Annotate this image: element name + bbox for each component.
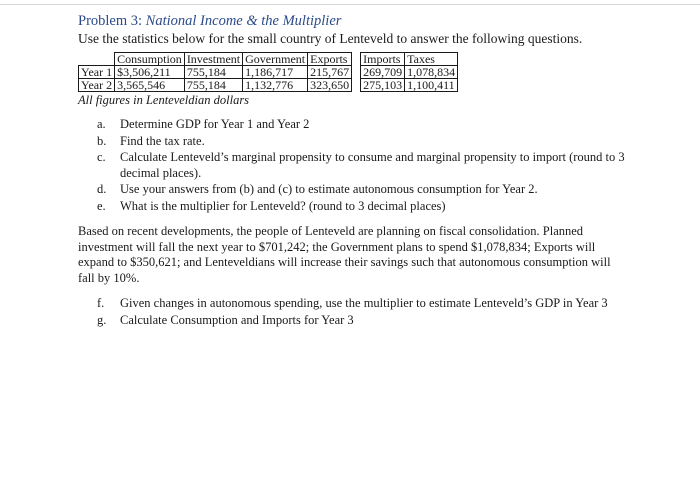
statistics-table: [78, 52, 458, 92]
table-header-row: [79, 53, 458, 66]
item-text: Use your answers from (b) and (c) to estimate autonomous consumption for Year 2.: [120, 182, 538, 196]
cell-taxes: 1,078,834: [405, 66, 458, 79]
item-marker: c.: [97, 150, 106, 164]
cell-imports: 269,709: [361, 66, 405, 79]
question-list-2: [78, 296, 638, 328]
item-text: Calculate Lenteveld’s marginal propensity to consume and marginal propensity to import (round to 3 decimal places).: [120, 150, 625, 180]
cell-investment: 755,184: [184, 79, 242, 92]
row-label: Year 2: [79, 79, 115, 92]
item-text: Calculate Consumption and Imports for Year 3: [120, 312, 354, 327]
cell-government: 1,186,717: [243, 66, 308, 79]
item-text: Find the tax rate.: [120, 133, 205, 148]
header-investment: Investment: [184, 53, 242, 66]
item-text: Determine GDP for Year 1 and Year 2: [120, 117, 310, 131]
header-imports: Imports: [361, 53, 405, 66]
header-consumption: Consumption: [115, 53, 185, 66]
item-text: Given changes in autonomous spending, use the multiplier to estimate Lenteveld’s GDP in Year 3: [120, 296, 608, 310]
problem-document: [78, 13, 638, 329]
table-gap: [352, 66, 361, 79]
cell-exports: 215,767: [308, 66, 352, 79]
item-marker: b.: [97, 133, 107, 148]
cell-government: 1,132,776: [243, 79, 308, 92]
table-gap: [352, 79, 361, 92]
problem-title: [78, 13, 638, 30]
table-row: [79, 66, 458, 79]
cell-consumption: 3,565,546: [115, 79, 185, 92]
list-item: [97, 199, 638, 215]
cell-exports: 323,650: [308, 79, 352, 92]
table-corner: [79, 53, 115, 66]
item-marker: d.: [97, 182, 107, 196]
header-exports: Exports: [308, 53, 352, 66]
item-marker: f.: [97, 296, 105, 310]
top-divider: [0, 4, 700, 5]
item-marker: g.: [97, 312, 107, 327]
item-marker: e.: [97, 198, 106, 213]
cell-consumption: $3,506,211: [115, 66, 185, 79]
list-item: [97, 296, 638, 312]
cell-taxes: 1,100,411: [405, 79, 458, 92]
question-list-1: [78, 117, 638, 214]
list-item: [97, 134, 638, 150]
problem-intro: Use the statistics below for the small country of Lenteveld to answer the following questions.: [78, 31, 583, 46]
title-topic: National Income & the Multiplier: [145, 13, 342, 29]
table-row: [79, 79, 458, 92]
header-government: Government: [243, 53, 308, 66]
item-text: What is the multiplier for Lenteveld? (round to 3 decimal places): [120, 198, 446, 213]
title-prefix: Problem 3:: [78, 13, 146, 29]
cell-investment: 755,184: [184, 66, 242, 79]
scenario-paragraph: Based on recent developments, the people of Lenteveld are planning on fiscal consolidation. Planned investment will fall the next year to $701,242; the Government plans to spend $1,078,834; Exports will expand to $350,621; and Lenteveldians will increase their savings such that autonomous consumption will fall by 10%.: [78, 224, 611, 285]
table-gap: [352, 53, 361, 66]
list-item: [97, 117, 638, 133]
cell-imports: 275,103: [361, 79, 405, 92]
figures-note: All figures in Lenteveldian dollars: [78, 93, 250, 107]
list-item: [97, 150, 638, 181]
list-item: [97, 313, 638, 329]
header-taxes: Taxes: [405, 53, 458, 66]
item-marker: a.: [97, 117, 106, 131]
row-label: Year 1: [79, 66, 115, 79]
list-item: [97, 182, 638, 198]
